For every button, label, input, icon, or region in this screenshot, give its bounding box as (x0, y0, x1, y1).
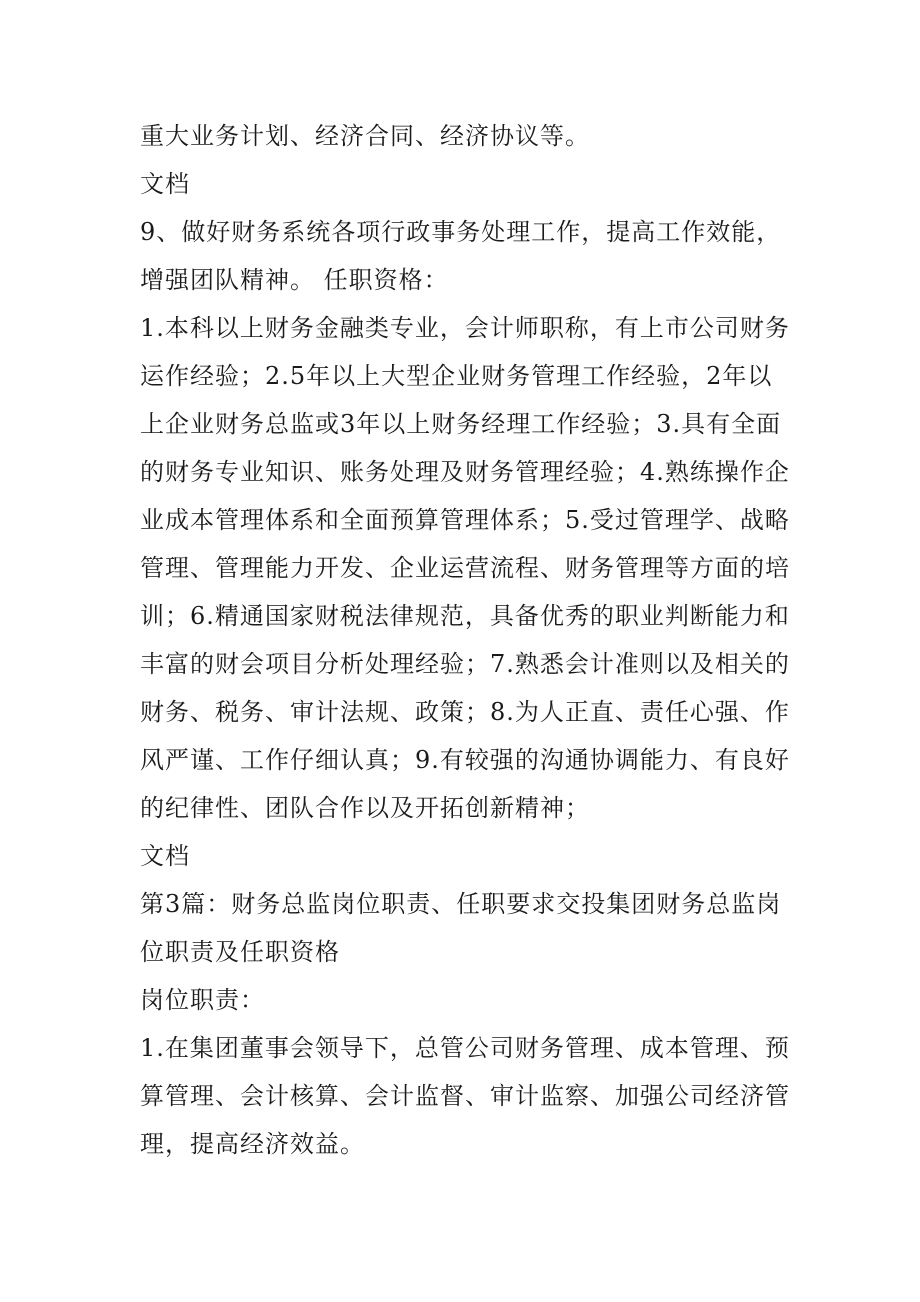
paragraph-continuation: 重大业务计划、经济合同、经济协议等。 (140, 122, 590, 150)
paragraph-duty-1: 1.在集团董事会领导下，总管公司财务管理、成本管理、预算管理、会计核算、会计监督、审计监察、加强公司经济管理，提高经济效益。 (140, 1034, 790, 1158)
document-body (140, 112, 790, 1168)
paragraph-qualifications: 1.本科以上财务金融类专业，会计师职称，有上市公司财务运作经验；2.5年以上大型企业财务管理工作经验，2年以上企业财务总监或3年以上财务经理工作经验；3.具有全面的财务专业知识、账务处理及财务管理经验；4.熟练操作企业成本管理体系和全面预算管理体系；5.受过管理学、战略管理、管理能力开发、企业运营流程、财务管理等方面的培训；6.精通国家财税法律规范，具备优秀的职业判断能力和丰富的财会项目分析处理经验；7.熟悉会计准则以及相关的财务、税务、审计法规、政策；8.为人正直、责任心强、作风严谨、工作仔细认真；9.有较强的沟通协调能力、有良好的纪律性、团队合作以及开拓创新精神； (140, 314, 790, 822)
paragraph-item-9: 9、做好财务系统各项行政事务处理工作，提高工作效能，增强团队精神。 任职资格： (140, 218, 782, 294)
subsection-heading: 岗位职责： (140, 986, 265, 1014)
paragraph-doc-marker: 文档 (140, 170, 190, 198)
paragraph-doc-marker: 文档 (140, 842, 190, 870)
section-heading: 第3篇：财务总监岗位职责、任职要求交投集团财务总监岗位职责及任职资格 (140, 890, 782, 966)
